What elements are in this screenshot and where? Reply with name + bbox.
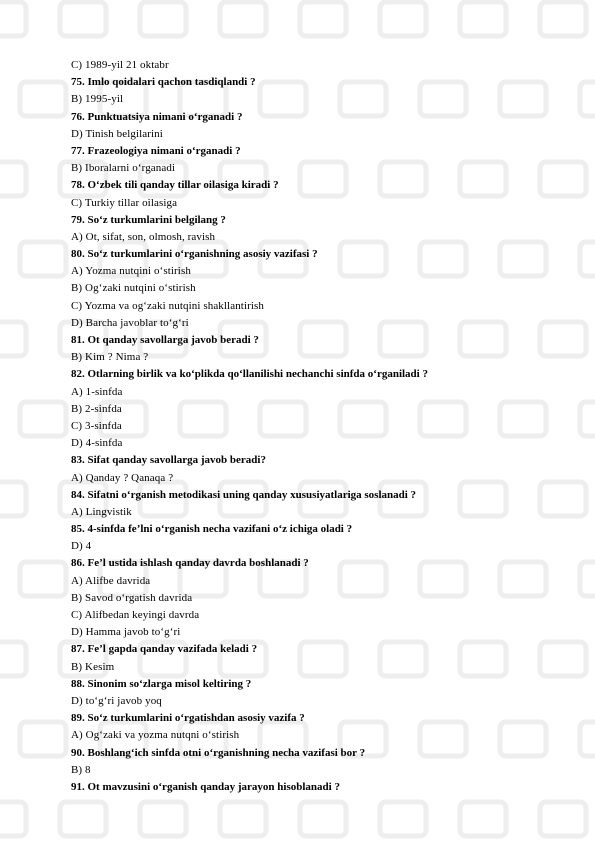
answer-line: B) 2-sinfda bbox=[71, 402, 122, 415]
answer-line: C) Turkiy tillar oilasiga bbox=[71, 196, 178, 209]
answer-line: A) Yozma nutqini o‘stirish bbox=[71, 265, 191, 278]
watermark-mark bbox=[20, 722, 66, 756]
answer-line: C) Yozma va og‘zaki nutqini shakllantirish bbox=[71, 299, 265, 312]
question-line: 77. Frazeologiya nimani o‘rganadi ? bbox=[71, 144, 241, 157]
question-line: 91. Ot mavzusini o‘rganish qanday jarayon hisoblanadi ? bbox=[71, 780, 340, 793]
answer-line: D) Barcha javoblar to‘g‘ri bbox=[71, 316, 189, 329]
answer-line: A) 1-sinfda bbox=[71, 385, 123, 398]
question-line: 75. Imlo qoidalari qachon tasdiqlandi ? bbox=[71, 76, 256, 89]
question-line: 86. Fe’l ustida ishlash qanday davrda boshlanadi ? bbox=[71, 557, 309, 570]
watermark-mark bbox=[580, 82, 595, 116]
watermark-mark bbox=[300, 2, 346, 36]
answer-line: A) Og‘zaki va yozma nutqni o‘stirish bbox=[71, 729, 240, 742]
watermark-mark bbox=[20, 562, 66, 596]
watermark-mark bbox=[20, 402, 66, 436]
question-line: 76. Punktuatsiya nimani o‘rganadi ? bbox=[71, 110, 243, 123]
watermark-mark bbox=[60, 802, 106, 836]
answer-line: C) 1989-yil 21 oktabr bbox=[71, 59, 169, 71]
watermark-mark bbox=[0, 322, 26, 356]
watermark-mark bbox=[540, 2, 586, 36]
watermark-mark bbox=[580, 242, 595, 276]
watermark-mark bbox=[140, 802, 186, 836]
watermark-mark bbox=[140, 2, 186, 36]
answer-line: B) Kesim bbox=[71, 660, 115, 673]
question-line: 90. Boshlang‘ich sinfda otni o‘rganishning necha vazifasi bor ? bbox=[71, 746, 366, 759]
answer-line: D) 4-sinfda bbox=[71, 437, 123, 450]
question-line: 81. Ot qanday savollarga javob beradi ? bbox=[71, 334, 259, 346]
answer-line: A) Lingvistik bbox=[71, 505, 132, 518]
answer-line: B) 1995-yil bbox=[71, 93, 124, 106]
watermark-mark bbox=[580, 562, 595, 596]
watermark-mark bbox=[580, 722, 595, 756]
watermark-mark bbox=[580, 402, 595, 436]
answer-line: C) 3-sinfda bbox=[71, 419, 122, 432]
question-line: 78. O‘zbek tili qanday tillar oilasiga kiradi ? bbox=[71, 179, 279, 192]
answer-line: A) Ot, sifat, son, olmosh, ravish bbox=[71, 230, 216, 243]
answer-line: D) 4 bbox=[71, 540, 92, 553]
watermark-mark bbox=[20, 82, 66, 116]
answer-line: D) Tinish belgilarini bbox=[71, 127, 163, 140]
answer-line: C) Alifbedan keyingi davrda bbox=[71, 609, 200, 621]
watermark-mark bbox=[0, 802, 26, 836]
watermark-mark bbox=[220, 802, 266, 836]
watermark-mark bbox=[380, 802, 426, 836]
question-line: 85. 4-sinfda fe’lni o‘rganish necha vazifani o‘z ichiga oladi ? bbox=[71, 523, 353, 536]
answer-line: D) to‘g‘ri javob yoq bbox=[71, 694, 162, 707]
watermark-mark bbox=[380, 2, 426, 36]
answer-line: A) Qanday ? Qanaqa ? bbox=[71, 471, 174, 484]
watermark-mark bbox=[0, 482, 26, 516]
watermark-mark bbox=[460, 802, 506, 836]
answer-line: B) Og‘zaki nutqini o‘stirish bbox=[71, 282, 196, 295]
watermark-mark bbox=[220, 2, 266, 36]
document-body bbox=[71, 57, 571, 796]
question-line: 83. Sifat qanday savollarga javob beradi? bbox=[71, 454, 266, 467]
answer-line: B) Iboralarni o‘rganadi bbox=[71, 162, 176, 175]
answer-line: A) Alifbe davrida bbox=[71, 574, 151, 587]
watermark-mark bbox=[300, 802, 346, 836]
question-line: 89. So‘z turkumlarini o‘rgatishdan asosiy vazifa ? bbox=[71, 712, 305, 725]
question-line: 87. Fe’l gapda qanday vazifada keladi ? bbox=[71, 643, 258, 656]
watermark-mark bbox=[540, 802, 586, 836]
question-line: 79. So‘z turkumlarini belgilang ? bbox=[71, 213, 226, 226]
answer-line: B) Savod o‘rgatish davrida bbox=[71, 591, 193, 604]
watermark-mark bbox=[0, 2, 26, 36]
watermark-mark bbox=[460, 2, 506, 36]
answer-line: B) 8 bbox=[71, 763, 91, 776]
watermark-mark bbox=[0, 162, 26, 196]
question-line: 80. So‘z turkumlarini o‘rganishning asosiy vazifasi ? bbox=[71, 248, 318, 261]
watermark-mark bbox=[60, 2, 106, 36]
watermark-mark bbox=[0, 642, 26, 676]
answer-line: D) Hamma javob to‘g‘ri bbox=[71, 626, 181, 639]
question-line: 88. Sinonim so‘zlarga misol keltiring ? bbox=[71, 677, 252, 690]
answer-line: B) Kim ? Nima ? bbox=[71, 351, 149, 364]
question-line: 84. Sifatni o‘rganish metodikasi uning qanday xususiyatlariga soslanadi ? bbox=[71, 488, 417, 501]
question-line: 82. Otlarning birlik va ko‘plikda qo‘llanilishi nechanchi sinfda o‘rganiladi ? bbox=[71, 368, 428, 381]
watermark-mark bbox=[20, 242, 66, 276]
